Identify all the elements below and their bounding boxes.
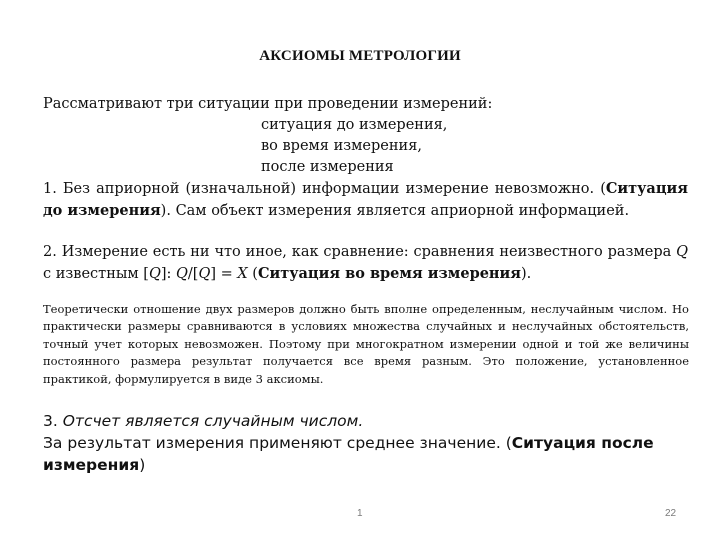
axiom-1-text: Без априорной (изначальной) информации измерение невозможно. — [62, 181, 595, 197]
axiom-3-line-2: За результат измерения применяют среднее значение. — [43, 434, 501, 452]
axiom-2-text-c: ]: — [160, 266, 172, 283]
axiom-3 — [43, 410, 673, 476]
axiom-2-q3: Q — [176, 266, 188, 283]
axiom-2-paren-open: ( — [252, 266, 258, 283]
axiom-2-text-b: с известным [ — [43, 266, 149, 283]
axiom-2-q4: Q — [198, 266, 211, 283]
axiom-1-text-2: Сам объект измерения является априорной информацией. — [175, 203, 630, 220]
axiom-3-number: 3. — [43, 412, 58, 430]
axiom-2 — [43, 242, 688, 286]
axiom-1 — [43, 178, 688, 223]
axiom-3-situation: Ситуация после измерения — [43, 434, 654, 474]
axiom-1-number: 1. — [43, 181, 57, 197]
axiom-2-situation: Ситуация во время измерения — [257, 265, 522, 283]
axiom-1-paren-open: ( — [600, 181, 606, 197]
situation-after: после измерения — [261, 159, 394, 175]
axiom-2-text: Измерение есть ни что иное, как сравнение: сравнения неизвестного размера — [61, 244, 672, 260]
axiom-1-paren-close: ). — [160, 203, 171, 220]
page-title: АКСИОМЫ МЕТРОЛОГИИ — [259, 48, 461, 64]
situation-before: ситуация до измерения, — [261, 117, 448, 133]
axiom-3-paren-open: ( — [505, 434, 512, 452]
axiom-1-situation: Ситуация до измерения — [43, 180, 688, 220]
footer-page-center: 1 — [357, 508, 363, 519]
axiom-2-paren-close: ). — [521, 266, 532, 283]
intro-text: Рассматривают три ситуации при проведении измерений: — [43, 96, 493, 112]
axiom-2-text-e: ] = — [210, 266, 233, 283]
explanation-paragraph: Теоретически отношение двух размеров должно быть вполне определенным, неслучайным числом. Но практически размеры сравниваются в условиях множества случайных и неслучайных обстоятельств, точный учет которых невозможен. Поэтому при многократном измерении одной и той же величины постоянного размера результат получается все время разным. Это положение, установленное практикой, формулируется в виде 3 аксиомы. — [43, 302, 689, 386]
axiom-2-x: X — [237, 266, 248, 283]
axiom-2-text-d: /[ — [187, 266, 199, 283]
axiom-2-q: Q — [676, 244, 689, 260]
axiom-2-number: 2. — [43, 244, 57, 260]
footer-slide-number: 22 — [665, 508, 677, 519]
situation-during: во время измерения, — [261, 138, 422, 154]
axiom-3-statement: Отсчет является случайным числом. — [62, 412, 364, 430]
axiom-2-q2: Q — [148, 266, 161, 283]
axiom-3-paren-close: ) — [139, 456, 146, 474]
